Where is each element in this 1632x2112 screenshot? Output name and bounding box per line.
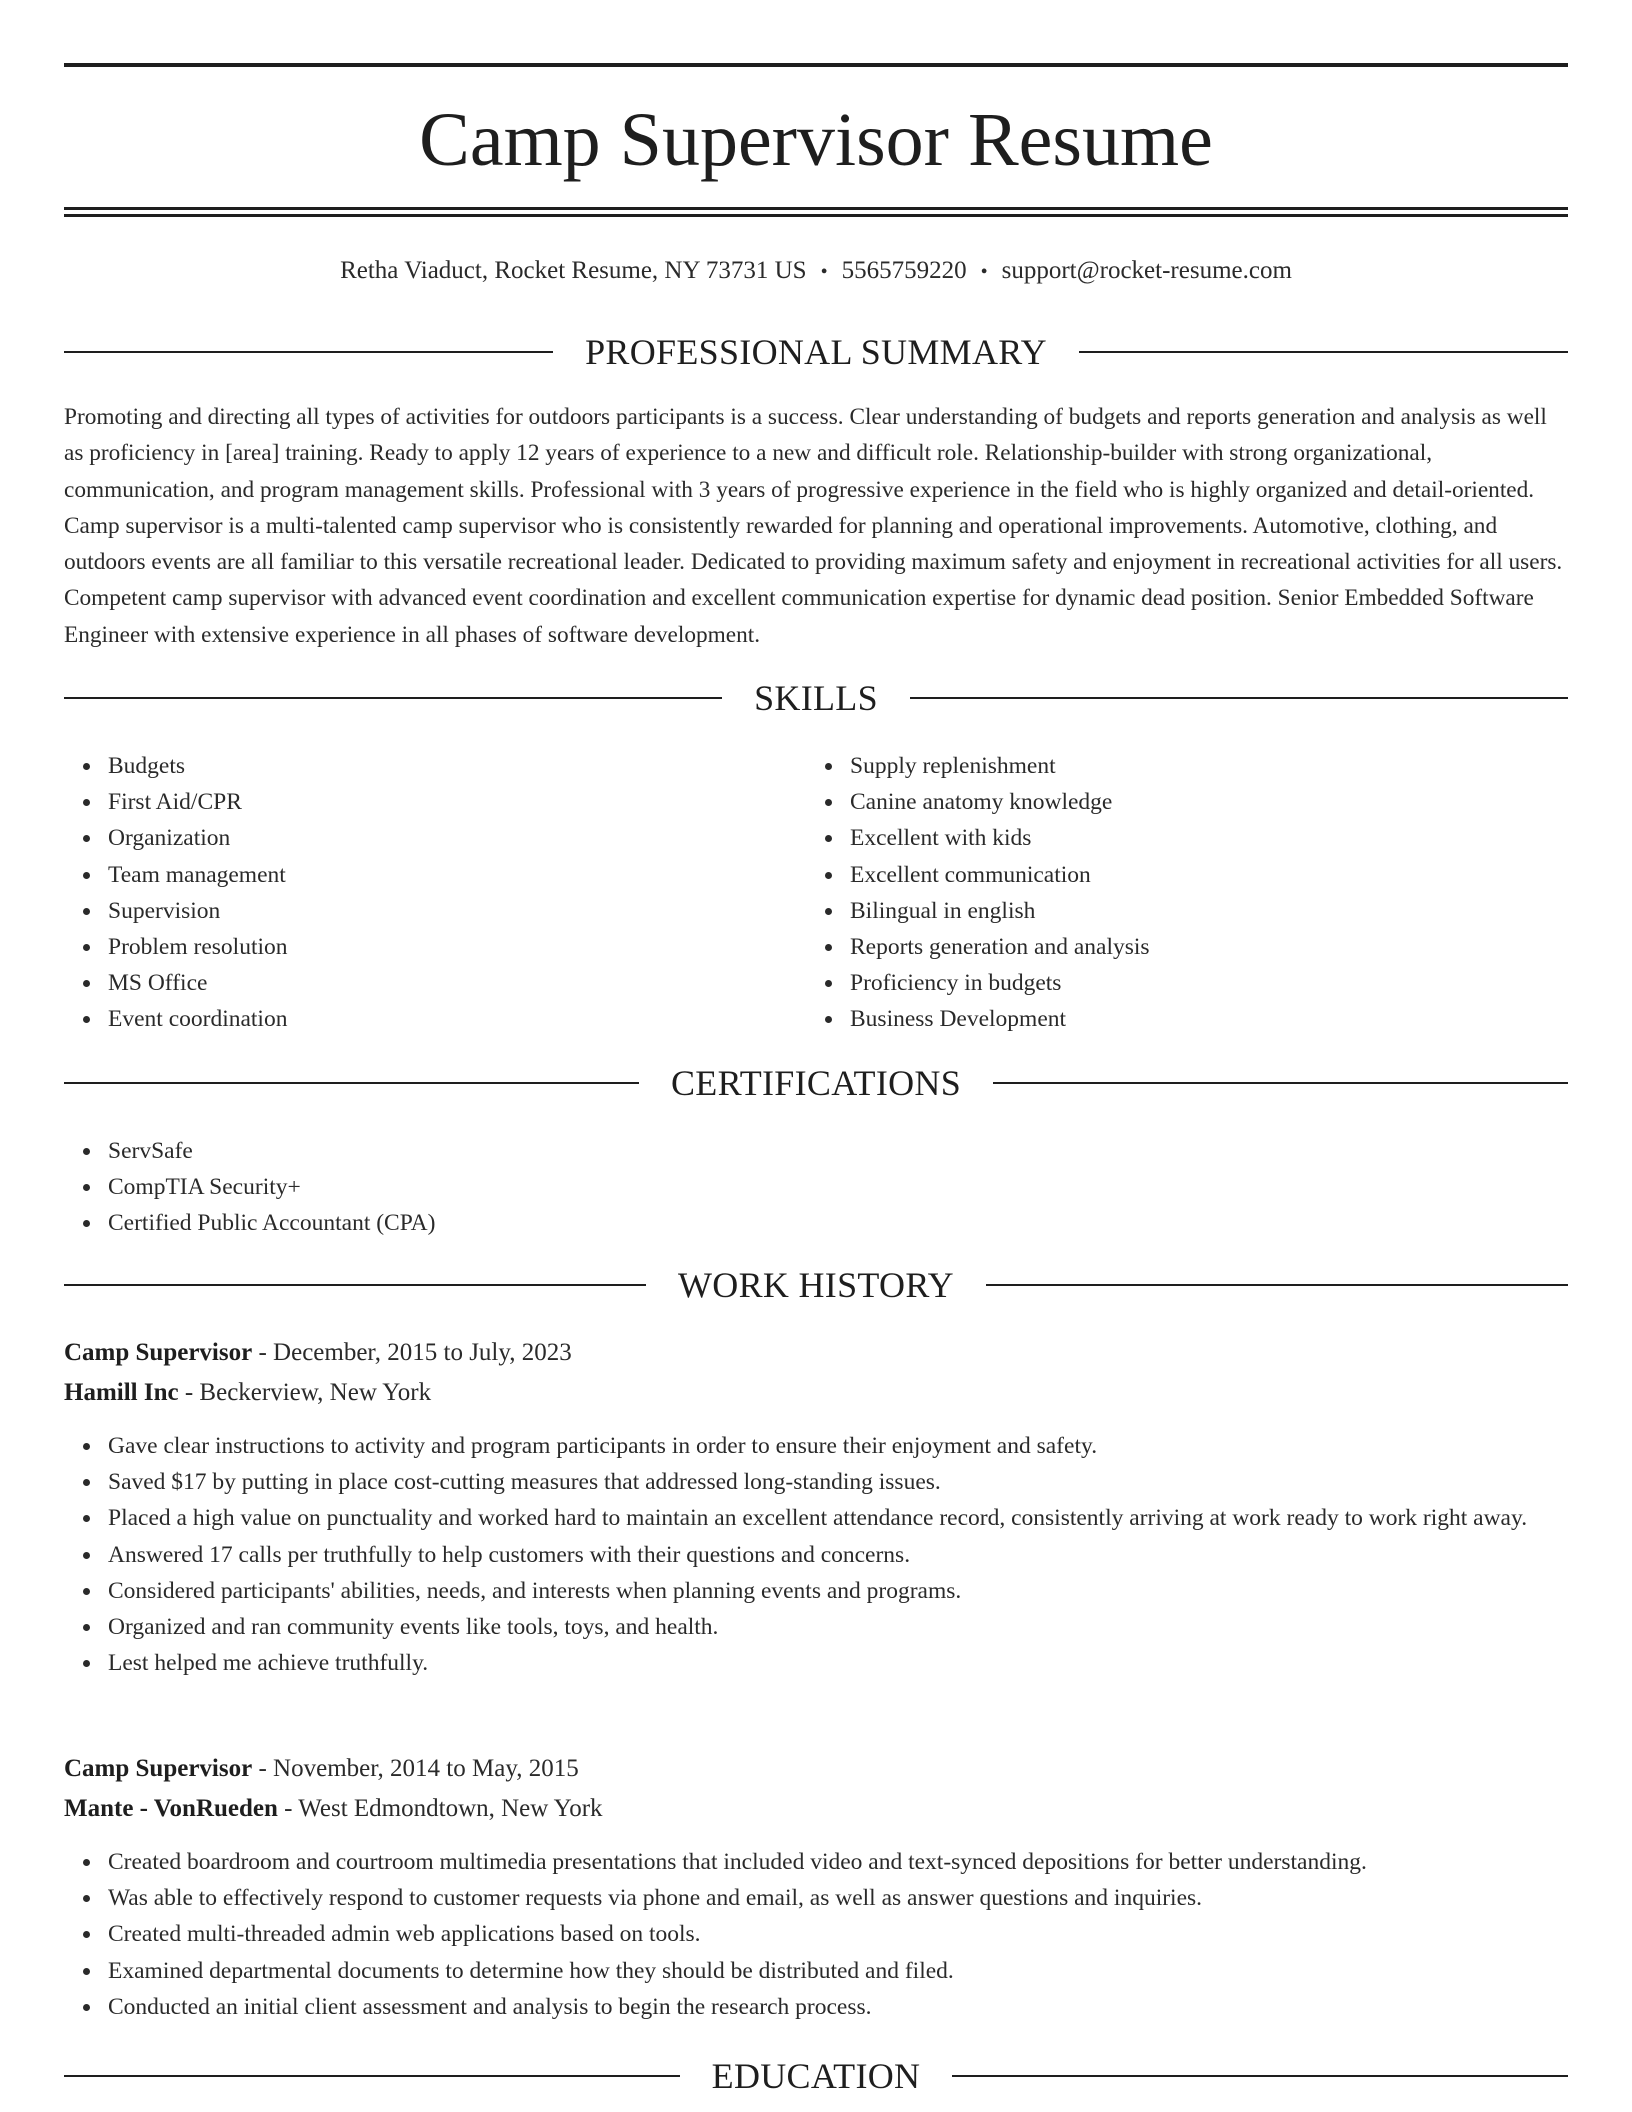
skill-item: First Aid/CPR <box>108 784 764 820</box>
job-company-line <box>64 1789 1568 1829</box>
skill-item: Supervision <box>108 893 764 929</box>
job-duty: Organized and ran community events like tools, toys, and health. <box>108 1609 1568 1645</box>
job-duty: Answered 17 calls per truthfully to help customers with their questions and concerns. <box>108 1537 1568 1573</box>
contact-separator: • <box>980 261 988 283</box>
section-title: PROFESSIONAL SUMMARY <box>585 332 1047 372</box>
professional-summary: Promoting and directing all types of activities for outdoors participants is a success. Clear understanding of budgets and reports generation and analysis as well as proficiency in [area] training. Ready to apply 12 years of experience to a new and difficult role. Relationship-builder with strong organizational, communication, and program management skills. Professional with 3 years of progressive experience in the field who is highly organized and detail-oriented. Camp supervisor is a multi-talented camp supervisor who is consistently rewarded for planning and operational improvements. Automotive, clothing, and outdoors events are all familiar to this versatile recreational leader. Dedicated to providing maximum safety and enjoyment in recreational activities for all users. Competent camp supervisor with advanced event coordination and excellent communication expertise for dynamic dead position. Senior Embedded Software Engineer with extensive experience in all phases of software development. <box>64 404 1563 648</box>
job-duty: Examined departmental documents to determine how they should be distributed and filed. <box>108 1953 1568 1989</box>
job-duty: Created boardroom and courtroom multimedia presentations that included video and text-synced depositions for better understanding. <box>108 1844 1568 1880</box>
skills-list <box>64 748 764 1038</box>
skill-item: Excellent with kids <box>850 820 1506 856</box>
job-duty: Created multi-threaded admin web applications based on tools. <box>108 1916 1568 1952</box>
section-title: SKILLS <box>754 678 878 718</box>
title-double-rule <box>64 207 1568 217</box>
section-rule <box>64 351 553 353</box>
section-title: CERTIFICATIONS <box>670 1063 962 1103</box>
section-heading-education <box>64 2054 1568 2098</box>
job-duty: Saved $17 by putting in place cost-cutting measures that addressed long-standing issues. <box>108 1464 1568 1500</box>
job-title: Camp Supervisor <box>64 1755 253 1782</box>
job-company: Hamill Inc <box>64 1379 179 1406</box>
job-company: Mante - VonRueden <box>64 1795 278 1822</box>
section-heading-certifications <box>64 1061 1568 1105</box>
skills-column-left <box>64 748 764 1038</box>
job-duty: Considered participants' abilities, needs, and interests when planning events and programs. <box>108 1573 1568 1609</box>
section-heading-work-history <box>64 1263 1568 1307</box>
section-title: EDUCATION <box>711 2056 921 2096</box>
skill-item: Organization <box>108 820 764 856</box>
job-duty: Conducted an initial client assessment and analysis to begin the research process. <box>108 1989 1568 2025</box>
job-title: Camp Supervisor <box>64 1339 253 1366</box>
job-bullets <box>64 1428 1568 1681</box>
section-rule <box>64 1284 646 1286</box>
job-duties-list <box>64 1844 1568 2025</box>
section-rule <box>952 2075 1568 2077</box>
job-title-line <box>64 1749 1568 1789</box>
job-dates: - December, 2015 to July, 2023 <box>252 1339 572 1366</box>
job-duty: Placed a high value on punctuality and worked hard to maintain an excellent attendance record, consistently arriving at work ready to work right away. <box>108 1500 1568 1536</box>
skill-item: Team management <box>108 857 764 893</box>
contact-email: support@rocket-resume.com <box>1001 257 1292 284</box>
skill-item: Excellent communication <box>850 857 1506 893</box>
contact-line <box>64 253 1568 290</box>
job-location: - West Edmondtown, New York <box>277 1795 603 1822</box>
section-rule <box>64 1082 639 1084</box>
skill-item: Business Development <box>850 1001 1506 1037</box>
section-heading-skills <box>64 676 1568 720</box>
job-dates: - November, 2014 to May, 2015 <box>252 1755 579 1782</box>
section-heading-summary <box>64 330 1568 374</box>
page-title: Camp Supervisor Resume <box>419 98 1213 182</box>
skill-item: MS Office <box>108 965 764 1001</box>
job-duties-list <box>64 1428 1568 1681</box>
top-rule <box>64 63 1568 67</box>
skill-item: Event coordination <box>108 1001 764 1037</box>
skill-item: Problem resolution <box>108 929 764 965</box>
certification-item: CompTIA Security+ <box>108 1169 1568 1205</box>
section-rule <box>64 2075 680 2077</box>
job-duty: Gave clear instructions to activity and program participants in order to ensure their enjoyment and safety. <box>108 1428 1568 1464</box>
job-duty: Lest helped me achieve truthfully. <box>108 1645 1568 1681</box>
certifications <box>64 1133 1568 1242</box>
skill-item: Bilingual in english <box>850 893 1506 929</box>
skill-item: Proficiency in budgets <box>850 965 1506 1001</box>
section-rule <box>986 1284 1568 1286</box>
skills-list <box>806 748 1506 1038</box>
contact-phone: 5565759220 <box>841 257 967 284</box>
section-rule <box>993 1082 1568 1084</box>
contact-address: Retha Viaduct, Rocket Resume, NY 73731 US <box>340 257 807 284</box>
section-rule <box>64 697 722 699</box>
job-bullets <box>64 1844 1568 2025</box>
skill-item: Budgets <box>108 748 764 784</box>
skill-item: Canine anatomy knowledge <box>850 784 1506 820</box>
skill-item: Reports generation and analysis <box>850 929 1506 965</box>
job-duty: Was able to effectively respond to customer requests via phone and email, as well as answer questions and inquiries. <box>108 1880 1568 1916</box>
job-company-line <box>64 1373 1568 1413</box>
section-title: WORK HISTORY <box>678 1265 954 1305</box>
certification-item: Certified Public Accountant (CPA) <box>108 1205 1568 1241</box>
job-location: - Beckerview, New York <box>178 1379 432 1406</box>
skill-item: Supply replenishment <box>850 748 1506 784</box>
contact-separator: • <box>820 261 828 283</box>
certification-item: ServSafe <box>108 1133 1568 1169</box>
skills-column-right <box>806 748 1506 1038</box>
certifications-list <box>64 1133 1568 1242</box>
section-rule <box>910 697 1568 699</box>
job-title-line <box>64 1333 1568 1373</box>
section-rule <box>1079 351 1568 353</box>
